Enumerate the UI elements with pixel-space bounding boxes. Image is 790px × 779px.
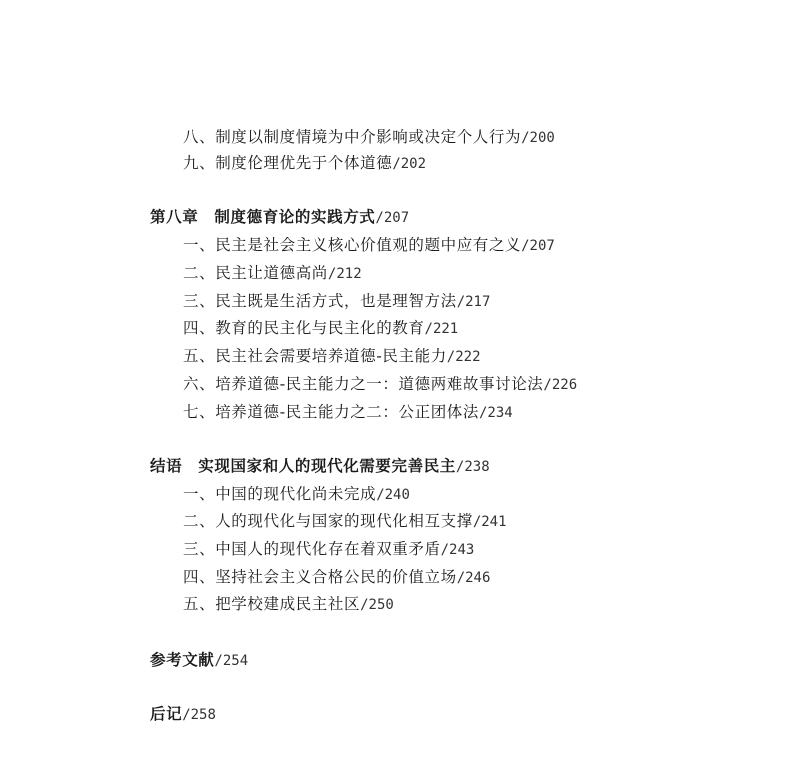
toc-entry — [183, 291, 490, 312]
toc-entry-page: /241 — [472, 514, 507, 530]
toc-entry — [183, 402, 513, 423]
toc-afterword-heading — [150, 704, 216, 725]
toc-entry-page: /246 — [456, 570, 491, 586]
toc-references-title: 参考文献 — [150, 651, 215, 669]
toc-entry — [183, 235, 555, 256]
toc-entry-page: /222 — [446, 349, 481, 365]
toc-chapter-page: /207 — [375, 210, 410, 226]
toc-entry — [183, 567, 490, 588]
toc-entry — [183, 318, 458, 339]
toc-entry-title: 四、坚持社会主义合格公民的价值立场 — [183, 568, 457, 586]
toc-entry-page: /200 — [521, 130, 555, 146]
toc-entry-page: /202 — [392, 156, 427, 172]
toc-entry-title: 一、民主是社会主义核心价值观的题中应有之义 — [183, 236, 522, 254]
toc-entry — [183, 539, 474, 560]
toc-afterword-page: /258 — [182, 707, 216, 723]
toc-entry-title: 一、中国的现代化尚未完成 — [183, 485, 377, 503]
toc-entry-title: 四、教育的民主化与民主化的教育 — [183, 319, 425, 337]
toc-entry-page: /221 — [424, 321, 459, 337]
toc-entry-title: 九、制度伦理优先于个体道德 — [183, 154, 393, 172]
toc-entry-page: /226 — [543, 377, 578, 393]
toc-entry — [183, 346, 481, 367]
toc-entry-title: 五、把学校建成民主社区 — [183, 595, 361, 613]
toc-entry — [183, 127, 555, 148]
toc-entry-title: 三、民主既是生活方式，也是理智方法 — [183, 292, 457, 310]
toc-chapter-title: 结语 实现国家和人的现代化需要完善民主 — [150, 457, 456, 475]
toc-entry — [183, 511, 507, 532]
toc-chapter-heading — [150, 456, 490, 477]
toc-entry — [183, 153, 426, 174]
toc-entry-page: /240 — [376, 487, 410, 503]
toc-references-page: /254 — [214, 653, 249, 669]
toc-entry-title: 二、民主让道德高尚 — [183, 264, 328, 282]
toc-entry-page: /207 — [521, 238, 555, 254]
toc-entry — [183, 484, 410, 505]
toc-afterword-title: 后记 — [150, 705, 183, 723]
toc-entry — [183, 263, 362, 284]
toc-entry-title: 五、民主社会需要培养道德-民主能力 — [183, 347, 447, 365]
toc-entry — [183, 374, 577, 395]
toc-entry-title: 六、培养道德-民主能力之一：道德两难故事讨论法 — [183, 375, 544, 393]
toc-entry-title: 七、培养道德-民主能力之二：公正团体法 — [183, 403, 479, 421]
toc-entry-page: /243 — [440, 542, 475, 558]
toc-chapter-heading — [150, 207, 409, 228]
toc-chapter-title: 第八章 制度德育论的实践方式 — [150, 208, 376, 226]
toc-entry-title: 二、人的现代化与国家的现代化相互支撑 — [183, 512, 473, 530]
toc-references-heading — [150, 650, 248, 671]
toc-entry — [183, 594, 394, 615]
toc-entry-page: /217 — [456, 294, 491, 310]
toc-chapter-page: /238 — [455, 459, 490, 475]
toc-entry-title: 八、制度以制度情境为中介影响或决定个人行为 — [183, 128, 522, 146]
toc-entry-page: /234 — [479, 405, 513, 421]
toc-entry-page: /250 — [360, 597, 394, 613]
toc-entry-page: /212 — [327, 266, 362, 282]
toc-entry-title: 三、中国人的现代化存在着双重矛盾 — [183, 540, 441, 558]
